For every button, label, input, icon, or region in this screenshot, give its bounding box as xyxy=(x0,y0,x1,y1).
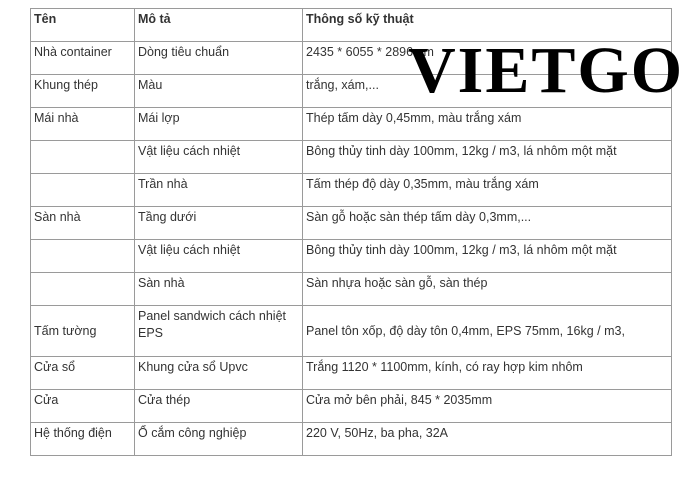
header-specification: Thông số kỹ thuật xyxy=(303,9,672,42)
cell-name: Cửa sổ xyxy=(31,357,135,390)
cell-name: Sàn nhà xyxy=(31,207,135,240)
cell-description: Cửa thép xyxy=(135,390,303,423)
cell-name xyxy=(31,141,135,174)
cell-specification: Sàn nhựa hoặc sàn gỗ, sàn thép xyxy=(303,273,672,306)
cell-description: Khung cửa sổ Upvc xyxy=(135,357,303,390)
cell-name xyxy=(31,273,135,306)
cell-description: Ổ cắm công nghiệp xyxy=(135,423,303,456)
cell-description: Vật liệu cách nhiệt xyxy=(135,240,303,273)
table-row xyxy=(31,141,672,174)
cell-description: Tầng dưới xyxy=(135,207,303,240)
table-row xyxy=(31,240,672,273)
cell-specification: Thép tấm dày 0,45mm, màu trắng xám xyxy=(303,108,672,141)
cell-name xyxy=(31,174,135,207)
cell-specification: Bông thủy tinh dày 100mm, 12kg / m3, lá nhôm một mặt xyxy=(303,240,672,273)
cell-specification: Bông thủy tinh dày 100mm, 12kg / m3, lá nhôm một mặt xyxy=(303,141,672,174)
cell-name xyxy=(31,240,135,273)
table-row xyxy=(31,306,672,357)
cell-specification: trắng, xám,... xyxy=(303,75,672,108)
cell-description: Vật liệu cách nhiệt xyxy=(135,141,303,174)
cell-description: Màu xyxy=(135,75,303,108)
cell-name: Khung thép xyxy=(31,75,135,108)
cell-description: Mái lợp xyxy=(135,108,303,141)
cell-specification: 220 V, 50Hz, ba pha, 32A xyxy=(303,423,672,456)
cell-specification: Panel tôn xốp, độ dày tôn 0,4mm, EPS 75mm, 16kg / m3, xyxy=(303,306,672,357)
table-row xyxy=(31,108,672,141)
cell-specification: 2435 * 6055 * 2896mm xyxy=(303,42,672,75)
table-row xyxy=(31,390,672,423)
table-row xyxy=(31,273,672,306)
vietgo-watermark: VIETGO xyxy=(408,34,685,107)
header-name: Tên xyxy=(31,9,135,42)
cell-specification: Tấm thép độ dày 0,35mm, màu trắng xám xyxy=(303,174,672,207)
cell-description: Panel sandwich cách nhiệt EPS xyxy=(135,306,303,357)
cell-name: Cửa xyxy=(31,390,135,423)
header-description: Mô tả xyxy=(135,9,303,42)
cell-name: Nhà container xyxy=(31,42,135,75)
cell-description: Dòng tiêu chuẩn xyxy=(135,42,303,75)
table-row xyxy=(31,207,672,240)
table-row xyxy=(31,357,672,390)
table-row xyxy=(31,423,672,456)
cell-description: Trần nhà xyxy=(135,174,303,207)
cell-name: Hệ thống điện xyxy=(31,423,135,456)
cell-name: Tấm tường xyxy=(31,306,135,357)
table-row xyxy=(31,174,672,207)
cell-description: Sàn nhà xyxy=(135,273,303,306)
cell-specification: Sàn gỗ hoặc sàn thép tấm dày 0,3mm,... xyxy=(303,207,672,240)
cell-name: Mái nhà xyxy=(31,108,135,141)
cell-specification: Trắng 1120 * 1100mm, kính, có ray hợp kim nhôm xyxy=(303,357,672,390)
cell-specification: Cửa mở bên phải, 845 * 2035mm xyxy=(303,390,672,423)
